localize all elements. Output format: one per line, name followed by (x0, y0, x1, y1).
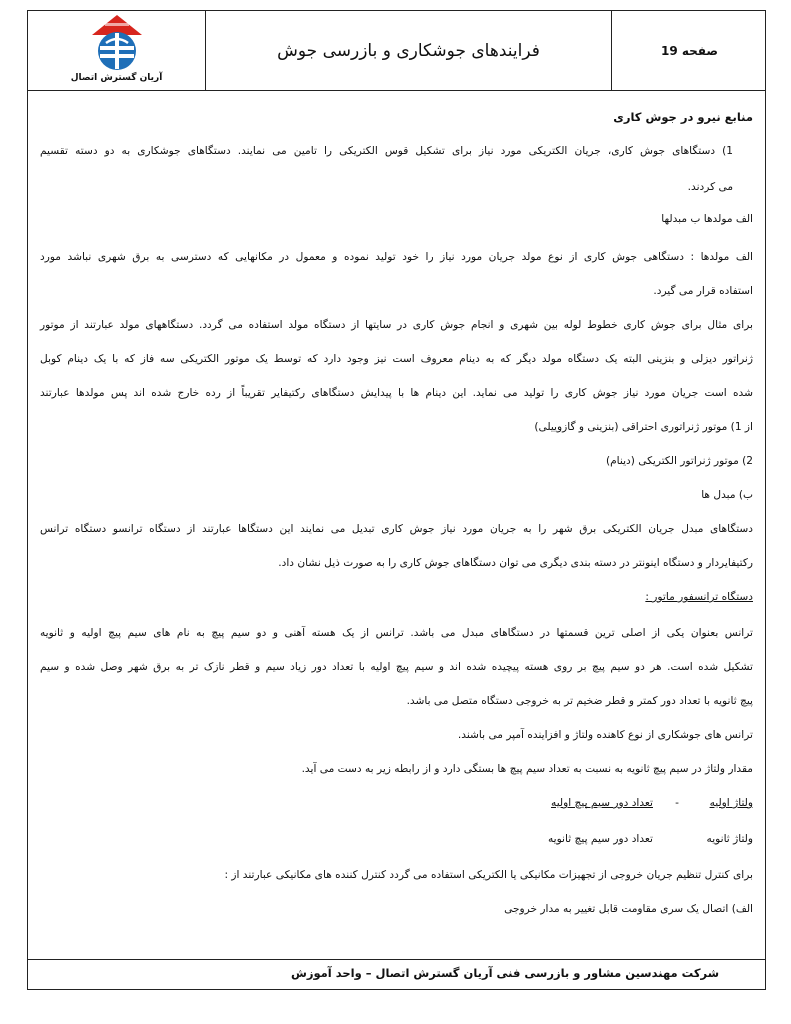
logo-cell (28, 11, 206, 90)
para-3-line-3: شده است جریان مورد نیاز جوش کاری را تولید می نماید. این دینام ها با پیدایش دستگاهای رکتیفایر تقریباً از رده خارج شده اند پس مولدها عبارتند (40, 387, 753, 399)
page-footer (28, 959, 765, 989)
para-4-line-1: دستگاهای مبدل جریان الکتریکی برق شهر را به جریان مورد نیاز جوش کاری تبدیل می نمایند این دستگاها عبارتند از دستگاه ترانسو دستگاه ترانس (40, 523, 753, 535)
page-frame (27, 10, 766, 990)
para-8: برای کنترل تنظیم جریان خروجی از تجهیزات مکانیکی یا الکتریکی استفاده می گردد کنترل کننده های مکانیکی عبارتند از : (224, 869, 753, 881)
para-4-line-2: رکتیفایردار و دستگاه اینونتر در دسته بندی دیگری می توان دستگاهای جوش کاری را به صورت ذیل نشان داد. (278, 557, 753, 569)
para-3-line-2: ژنراتور دیزلی و بنزینی البته یک دستگاه مولد دیگر که به دینام معروف است نیز وجود دارد که توسط یک موتور الکتریکی سه فاز که با یک دینام کوبل (40, 353, 753, 365)
para-5-line-3: پیچ ثانویه با تعداد دور کمتر و قطر ضخیم تر به خروجی دستگاه متصل می باشد. (406, 695, 753, 707)
page-header (28, 11, 765, 91)
formula-den-right: تعداد دور سیم پیچ ثانویه (547, 833, 653, 845)
para-2-line-1: الف مولدها : دستگاهی جوش کاری از نوع مولد جریان مورد نیاز را خود تولید نموده و معمول در مکانهایی که دسترسی به برق شهری نباشد مورد (40, 251, 753, 263)
para-6: ترانس های جوشکاری از نوع کاهنده ولتاژ و افزاینده آمپر می باشند. (457, 729, 753, 741)
subheading-b: ب) مبدل ها (701, 489, 753, 501)
formula-den-left: ولتاژ ثانویه (706, 833, 753, 845)
formula-dash: - (675, 797, 679, 809)
document-title: فرایندهای جوشکاری و بازرسی جوش (277, 40, 540, 61)
para-3-line-5: 2) موتور ژنراتور الکتریکی (دینام) (605, 455, 753, 467)
logo-caption: آریان گسترش اتصال (70, 73, 163, 83)
para-2-line-2: استفاده قرار می گیرد. (653, 285, 753, 297)
para-5-line-1: ترانس بعنوان یکی از اصلی ترین قسمتها در دستگاهای مبدل می باشد. ترانس از یک هسته آهنی و دو سیم پیچ به نام های سیم پیچ اولیه و ثانویه (40, 627, 753, 639)
formula-num-left: ولتاژ اولیه (709, 797, 753, 809)
para-1-line-2: می کردند. (687, 181, 733, 193)
page-number-cell (612, 11, 767, 90)
para-7: مقدار ولتاژ در سیم پیچ ثانویه به نسبت به تعداد سیم پیچ ها بستگی دارد و از رابطه زیر به دست می آید. (301, 763, 753, 775)
para-3-line-4: از 1) موتور ژنراتوری احتراقی (بنزینی و گازوییلی) (534, 421, 753, 433)
page-number: صفحه 19 (660, 43, 719, 58)
title-cell (206, 11, 612, 90)
para-3-line-1: برای مثال برای جوش کاری خطوط لوله بین شهری و انجام جوش کاری در سایتها از دستگاه مولد استفاده می گردد. دستگاههای مولد عبارتند از موتور (40, 319, 753, 331)
para-1-line-1: 1) دستگاهای جوش کاری، جریان الکتریکی مورد نیاز برای تشکیل قوس الکتریکی را تامین می نمایند. دستگاهای جوشکاری به دو دسته تقسیم (40, 145, 733, 157)
para-9: الف) اتصال یک سری مقاومت قابل تغییر به مدار خروجی (504, 903, 753, 915)
para-5-line-2: تشکیل شده است. هر دو سیم پیچ بر روی هسته پیچیده شده اند و سیم پیچ اولیه با تعداد دور زیاد سیم و قطر نازک تر به برق شهر وصل شده و سیم (40, 661, 753, 673)
footer-text: شرکت مهندسین مشاور و بازرسی فنی آریان گسترش اتصال – واحد آموزش (290, 966, 719, 980)
types-line: الف مولدها ب مبدلها (661, 213, 753, 225)
formula-num-right: تعداد دور سیم پیچ اولیه (551, 797, 653, 809)
section-heading: منابع نیرو در جوش کاری (613, 110, 753, 124)
company-logo-icon (88, 13, 146, 73)
subheading-transformer: دستگاه ترانسفور ماتور : (645, 591, 753, 603)
